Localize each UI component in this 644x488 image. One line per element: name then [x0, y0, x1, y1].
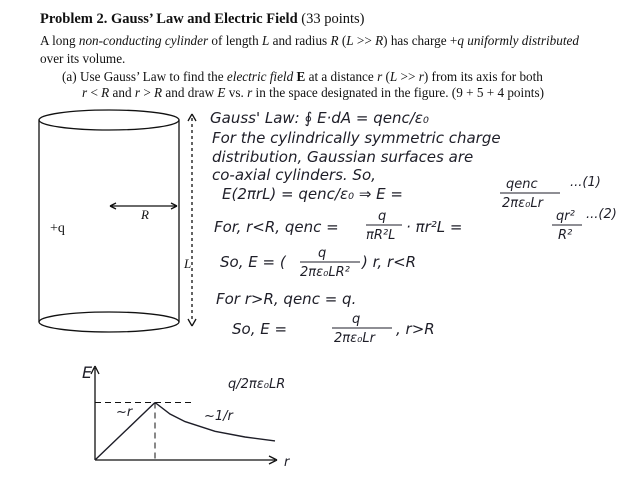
graph-peak-label: q/2πε₀LR	[228, 377, 286, 392]
intro-text: of length	[208, 33, 262, 48]
equation-tag-2: ...(2)	[586, 207, 617, 222]
solution-line-5-num: qenc	[506, 177, 538, 192]
solution-line-6a: For, r<R, qenc =	[214, 218, 339, 236]
intro-text: ) has charge +	[383, 33, 458, 48]
solution-line-6-num: q	[378, 209, 387, 224]
part-a-text: <	[87, 85, 102, 100]
intro-italic: non-conducting cylinder	[78, 33, 209, 48]
part-a-text: >>	[397, 69, 419, 84]
intro-text: A long	[40, 33, 79, 48]
cylinder-top-ellipse	[39, 110, 179, 130]
solution-line-9b: , r>R	[396, 320, 435, 338]
part-a-italic: r	[418, 69, 424, 84]
part-a-italic: R	[101, 85, 110, 100]
solution-line-7b: ) r, r<R	[362, 253, 417, 271]
solution-line-6b: · πr²L =	[406, 218, 463, 236]
intro-italic: L	[346, 33, 354, 48]
part-a-text: vs.	[225, 85, 248, 100]
intro-text: and radius	[269, 33, 331, 48]
e-vs-r-graph	[82, 363, 291, 470]
solution-line-9-den: 2πε₀Lr	[334, 331, 375, 346]
part-a-text: in the space designated in the figure. (9 + 5 + 4 points)	[252, 85, 544, 100]
solution-line-6-den: πR²L	[366, 228, 396, 243]
part-a-text: ) from its axis for both	[423, 69, 543, 84]
solution-line-4: co-axial cylinders. So,	[212, 166, 376, 184]
part-a-italic: r	[82, 85, 88, 100]
problem-heading: Problem 2. Gauss’ Law and Electric Field	[40, 11, 298, 27]
part-a-text: Use Gauss’ Law to find the	[79, 69, 227, 84]
solution-line-6-num2: qr²	[556, 209, 575, 224]
solution-line-6-den2: R²	[558, 228, 573, 243]
part-a-text: at a distance	[305, 69, 378, 84]
part-a-italic: E	[217, 85, 226, 100]
graph-x-label: r	[284, 455, 290, 470]
intro-italic: L	[261, 33, 270, 48]
equation-tag-1: ...(1)	[570, 175, 601, 190]
solution-line-1: Gauss' Law: ∮ E·dA = qenc/ε₀	[210, 109, 429, 127]
part-a-text: >	[140, 85, 155, 100]
part-a-text: and	[109, 85, 135, 100]
length-label: L	[184, 256, 192, 271]
intro-italic: q uniformly distributed	[457, 33, 579, 48]
solution-line-5a: E(2πrL) = qenc/ε₀ ⇒ E =	[222, 185, 403, 203]
cylinder-bottom-ellipse	[39, 312, 179, 332]
intro-text: >>	[353, 33, 376, 48]
charge-label: +q	[50, 221, 65, 236]
handwritten-solution	[210, 109, 617, 346]
graph-y-label: E	[82, 363, 93, 382]
part-a-italic: r	[247, 85, 253, 100]
part-a-italic: electric field	[226, 69, 294, 84]
solution-line-7a: So, E = (	[220, 253, 286, 271]
solution-line-8: For r>R, qenc = q.	[216, 290, 357, 308]
part-a-italic: r	[134, 85, 141, 100]
part-a-text: and draw	[162, 85, 218, 100]
intro-italic: R	[330, 33, 339, 48]
radius-label: R	[141, 207, 149, 222]
intro-italic: R	[375, 33, 384, 48]
graph-fall-label: ~1/r	[204, 409, 233, 424]
solution-line-9-num: q	[352, 312, 361, 327]
intro-text: (	[338, 33, 347, 48]
solution-line-7-num: q	[318, 246, 327, 261]
part-a-text: (	[382, 69, 390, 84]
part-a-italic: R	[154, 85, 163, 100]
part-a-bold: E	[293, 69, 306, 84]
solution-line-9a: So, E =	[232, 320, 288, 338]
intro-text: over its volume.	[40, 51, 126, 66]
solution-line-5-den: 2πε₀Lr	[502, 196, 543, 211]
part-a-label: (a)	[62, 69, 77, 84]
problem-points: (33 points)	[301, 11, 365, 27]
solution-line-7-den: 2πε₀LR²	[300, 265, 350, 280]
part-a-italic: L	[389, 69, 398, 84]
solution-line-3: distribution, Gaussian surfaces are	[212, 148, 474, 166]
solution-line-2: For the cylindrically symmetric charge	[212, 129, 501, 147]
graph-rise-label: ~r	[116, 405, 133, 420]
part-a-italic: r	[377, 69, 383, 84]
